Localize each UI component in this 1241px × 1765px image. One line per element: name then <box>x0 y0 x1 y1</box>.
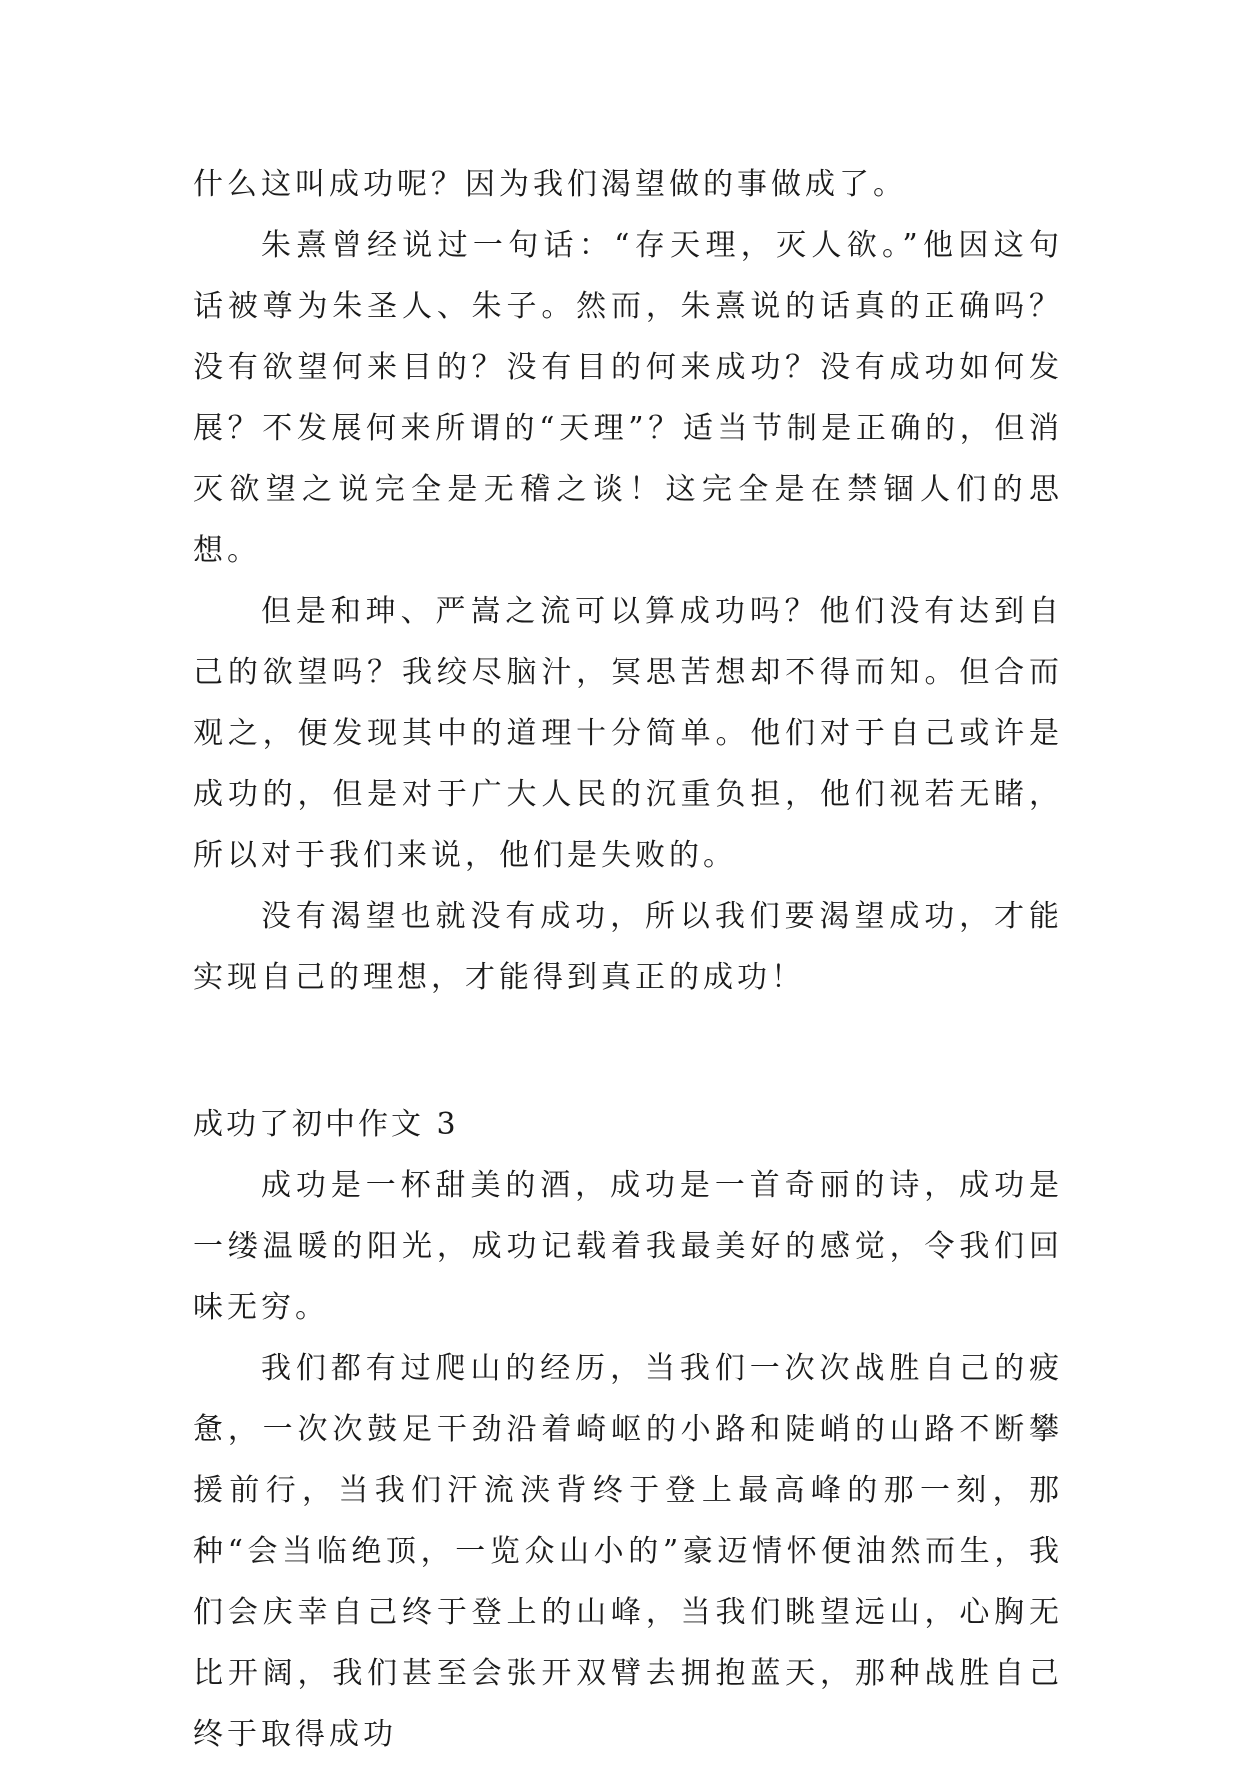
paragraph-heshen: 但是和珅、严嵩之流可以算成功吗？他们没有达到自己的欲望吗？我绞尽脑汁，冥思苦想却不得而知。但合而观之，便发现其中的道理十分简单。他们对于自己或许是成功的，但是对于广大人民的沉重负担，他们视若无睹，所以对于我们来说，他们是失败的。 <box>193 594 1063 873</box>
paragraph-mountain-climbing: 我们都有过爬山的经历，当我们一次次战胜自己的疲惫，一次次鼓足干劲沿着崎岖的小路和陡峭的山路不断攀援前行，当我们汗流浃背终于登上最高峰的那一刻，那种“会当临绝顶，一览众山小的”豪迈情怀便油然而生，我们会庆幸自己终于登上的山峰，当我们眺望远山，心胸无比开阔，我们甚至会张开双臂去拥抱蓝天，那种战胜自己终于取得成功 <box>193 1351 1063 1752</box>
paragraph-zhuxi: 朱熹曾经说过一句话：“存天理，灭人欲。”他因这句话被尊为朱圣人、朱子。然而，朱熹说的话真的正确吗？没有欲望何来目的？没有目的何来成功？没有成功如何发展？不发展何来所谓的“天理”？适当节制是正确的，但消灭欲望之说完全是无稽之谈！这完全是在禁锢人们的思想。 <box>193 228 1063 568</box>
paragraph-conclusion: 没有渴望也就没有成功，所以我们要渴望成功，才能实现自己的理想，才能得到真正的成功！ <box>193 899 1063 995</box>
section-title: 成功了初中作文 3 <box>193 1107 459 1142</box>
paragraph-success-metaphor: 成功是一杯甜美的酒，成功是一首奇丽的诗，成功是一缕温暖的阳光，成功记载着我最美好的感觉，令我们回味无穷。 <box>193 1168 1063 1325</box>
paragraph-continuation: 什么这叫成功呢？因为我们渴望做的事做成了。 <box>193 167 907 202</box>
document-body <box>193 154 1063 1765</box>
